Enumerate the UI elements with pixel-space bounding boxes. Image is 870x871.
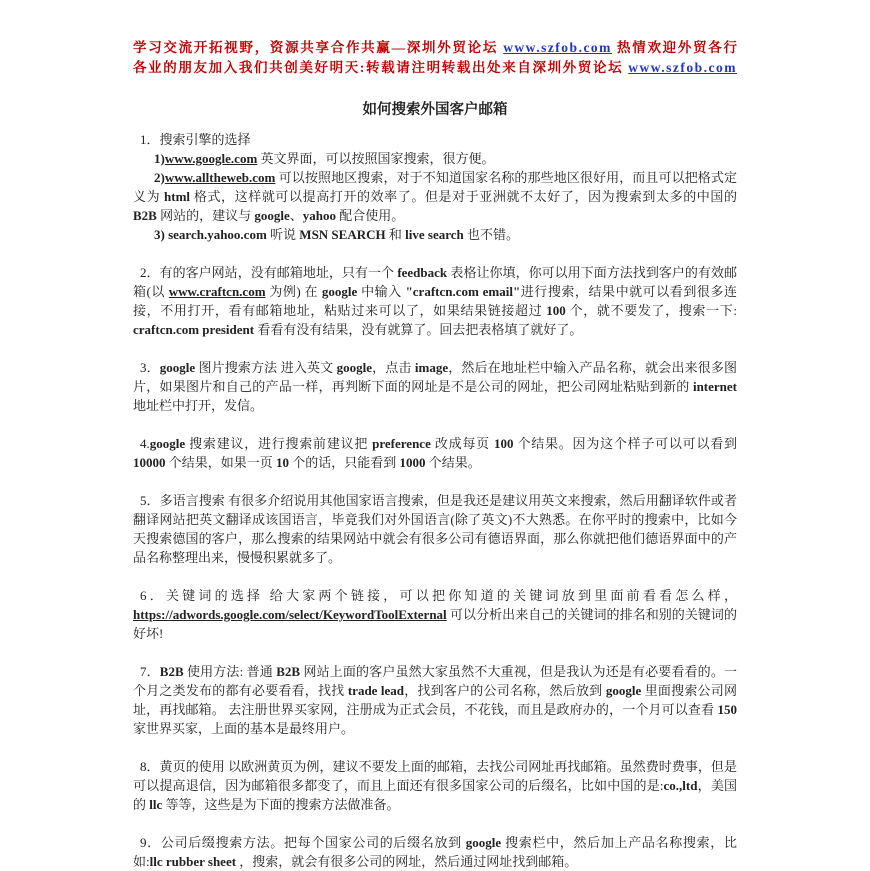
text-run: 英文界面，可以按照国家搜索，很方便。 [257, 151, 495, 166]
text-run: internet [692, 379, 737, 394]
text-run: craftcn.com president [133, 322, 255, 337]
text-run: "craftcn.com email" [405, 284, 521, 299]
text-run: 听说 [266, 227, 300, 242]
url-link[interactable]: www.alltheweb.com [164, 170, 276, 185]
text-run: 学习交流开拓视野，资源共享合作共赢—深圳外贸论坛 [133, 40, 504, 55]
text-run: 各业的朋友加入我们共创美好明天:转载请注明转载出处来自深圳外贸论坛 [133, 60, 629, 75]
text-run: google [254, 208, 290, 223]
text-run: 地址栏中打开，发信。 [133, 398, 264, 413]
text-run: google [321, 284, 358, 299]
url-link[interactable]: www.szfob.com [628, 60, 737, 75]
text-run: 热情欢迎外贸各行 [611, 40, 738, 55]
text-run: 家世界买家，上面的基本是最终用户。 [133, 721, 355, 736]
text-run: 100 [493, 436, 514, 451]
text-run: 1．搜索引擎的选择 [140, 132, 251, 147]
text-run: 也不错。 [463, 227, 520, 242]
text-run: yahoo [302, 208, 336, 223]
text-run: 3) search.yahoo.com [154, 227, 267, 242]
text-run: 9．公司后缀搜索方法。把每个国家公司的后缀名放到 [140, 835, 466, 850]
text-run: 搜索建议，进行搜索前建议把 [185, 436, 373, 451]
text-run: 个结果。 [425, 455, 481, 470]
text-run: MSN SEARCH [299, 227, 386, 242]
text-run: 个，就不要发了，搜索一下: [565, 303, 737, 318]
text-run: 、 [289, 208, 303, 223]
text-run: ，搜索，就会有很多公司的网址，然后通过网址找到邮箱。 [236, 854, 578, 869]
text-run: google [336, 360, 372, 375]
text-run: google [605, 683, 642, 698]
text-run: 3． [140, 360, 160, 375]
list-item-1 [133, 149, 737, 168]
text-run: preference [372, 436, 431, 451]
text-run: 个的话，只能看到 [289, 455, 400, 470]
text-run: 6．关键词的选择 给大家两个链接，可以把你知道的关键词放到里面前看看怎么样， [140, 588, 737, 603]
forum-header [133, 38, 737, 78]
text-run: feedback [397, 265, 448, 280]
text-run: 可以分析出来自己的关键词的排名和别的关键词的好坏! [133, 607, 737, 641]
text-run: ，点击 [371, 360, 415, 375]
text-run: live search [405, 227, 464, 242]
url-link[interactable]: www.szfob.com [503, 40, 612, 55]
text-run: 图片搜索方法 进入英文 [195, 360, 337, 375]
paragraph-2 [133, 263, 737, 339]
text-run: 搜索栏中，然后加上产品名称搜索，比如: [133, 835, 737, 869]
list-item-3 [133, 225, 737, 244]
document-body [133, 130, 737, 871]
text-run: 配合使用。 [336, 208, 405, 223]
header-line-2 [133, 58, 737, 78]
text-run: 个结果，如果一页 [165, 455, 277, 470]
text-run: 网站的，建议与 [156, 208, 255, 223]
paragraph-6 [133, 586, 737, 643]
text-run: B2B [276, 664, 301, 679]
text-run: 10000 [133, 455, 166, 470]
paragraph-8 [133, 757, 737, 814]
text-run: 格式，这样就可以提高打开的效率了。但是对于亚洲就不太好了，因为搜索到太多的中国的 [190, 189, 737, 204]
text-run: ，美国的 [133, 778, 737, 812]
text-run: 等等，这些是为下面的搜索方法做准备。 [162, 797, 400, 812]
text-run: 里面搜索公司网址，再找邮箱。 去注册世界买家网，注册成为正式会员，不花钱，而且是政府办的，一个月可以查看 [133, 683, 737, 717]
url-link[interactable]: https://adwords.google.com/select/KeywordToolExternal [133, 607, 447, 622]
text-run: 10 [276, 455, 290, 470]
text-run: 和 [385, 227, 406, 242]
paragraph-5 [133, 491, 737, 567]
paragraph-3 [133, 358, 737, 415]
text-run: 中输入 [357, 284, 406, 299]
paragraph-1-heading [133, 130, 737, 149]
url-link[interactable]: www.google.com [164, 151, 258, 166]
text-run: llc [149, 797, 163, 812]
text-run: 100 [546, 303, 566, 318]
text-run: 4. [140, 436, 150, 451]
header-line-1 [133, 38, 737, 58]
text-run: 5．多语言搜索 有很多介绍说用其他国家语言搜索，但是我还是建议用英文来搜索，然后用翻译软件或者翻译网站把英文翻译成该国语言，毕竟我们对外国语言(除了英文)不大熟悉。在你平时的搜索中，比如今天搜索德国的客户，那么搜索的结果网站中就会有很多公司有德语界面，那么你就把他们德语界面中的产品名称整理出来，慢慢积累就多了。 [133, 493, 737, 565]
text-run: B2B [133, 208, 157, 223]
text-run: co.,ltd [663, 778, 698, 793]
text-run: google [149, 436, 186, 451]
page-title: 如何搜索外国客户邮箱 [362, 102, 508, 118]
text-run: ，然后在地址栏中输入产品名称，就会出来很多图片，如果图片和自己的产品一样，再判断下面的网址是不是公司的网址，把公司网址粘贴到新的 [133, 360, 737, 394]
text-run: 2) [154, 170, 165, 185]
text-run: 1000 [399, 455, 426, 470]
text-run: 使用方法: 普通 [183, 664, 277, 679]
text-run: 个结果。因为这个样子可以可以看到 [513, 436, 737, 451]
text-run: llc rubber sheet [149, 854, 237, 869]
text-run: 8．黄页的使用 以欧洲黄页为例，建议不要发上面的邮箱，去找公司网址再找邮箱。虽然费时费事，但是可以提高退信，因为邮箱很多都变了，而且上面还有很多国家公司的后缀名，比如中国的是: [133, 759, 737, 793]
list-item-2 [133, 168, 737, 225]
text-run: 7． [140, 664, 160, 679]
text-run: B2B [159, 664, 184, 679]
text-run: google [465, 835, 502, 850]
paragraph-4 [133, 434, 737, 472]
text-run: 网站上面的客户虽然大家虽然不大重视，但是我认为还是有必要看看的。一个月之类发布的都有必要看看，找找 [133, 664, 737, 698]
text-run: 2．有的客户网站，没有邮箱地址，只有一个 [140, 265, 398, 280]
text-run: 看看有没有结果，没有就算了。回去把表格填了就好了。 [254, 322, 583, 337]
url-link[interactable]: www.craftcn.com [168, 284, 266, 299]
paragraph-7 [133, 662, 737, 738]
text-run: 进行搜索，结果中就可以看到很多连接，不用打开，看有邮箱地址，粘贴过来可以了，如果结果链接超过 [133, 284, 737, 318]
text-run: 改成每页 [430, 436, 494, 451]
text-run: 150 [717, 702, 737, 717]
paragraph-9 [133, 833, 737, 871]
text-run: ，找到客户的公司名称，然后放到 [404, 683, 606, 698]
text-run: 表格让你填，你可以用下面方法找到客户的有效邮箱(以 [133, 265, 737, 299]
text-run: image [414, 360, 449, 375]
text-run: html [164, 189, 191, 204]
text-run: 1) [154, 151, 165, 166]
text-run: google [159, 360, 196, 375]
text-run: 为例) 在 [265, 284, 322, 299]
text-run: trade lead [347, 683, 405, 698]
text-run: 可以按照地区搜索，对于不知道国家名称的那些地区很好用，而且可以把格式定义为 [133, 170, 737, 204]
